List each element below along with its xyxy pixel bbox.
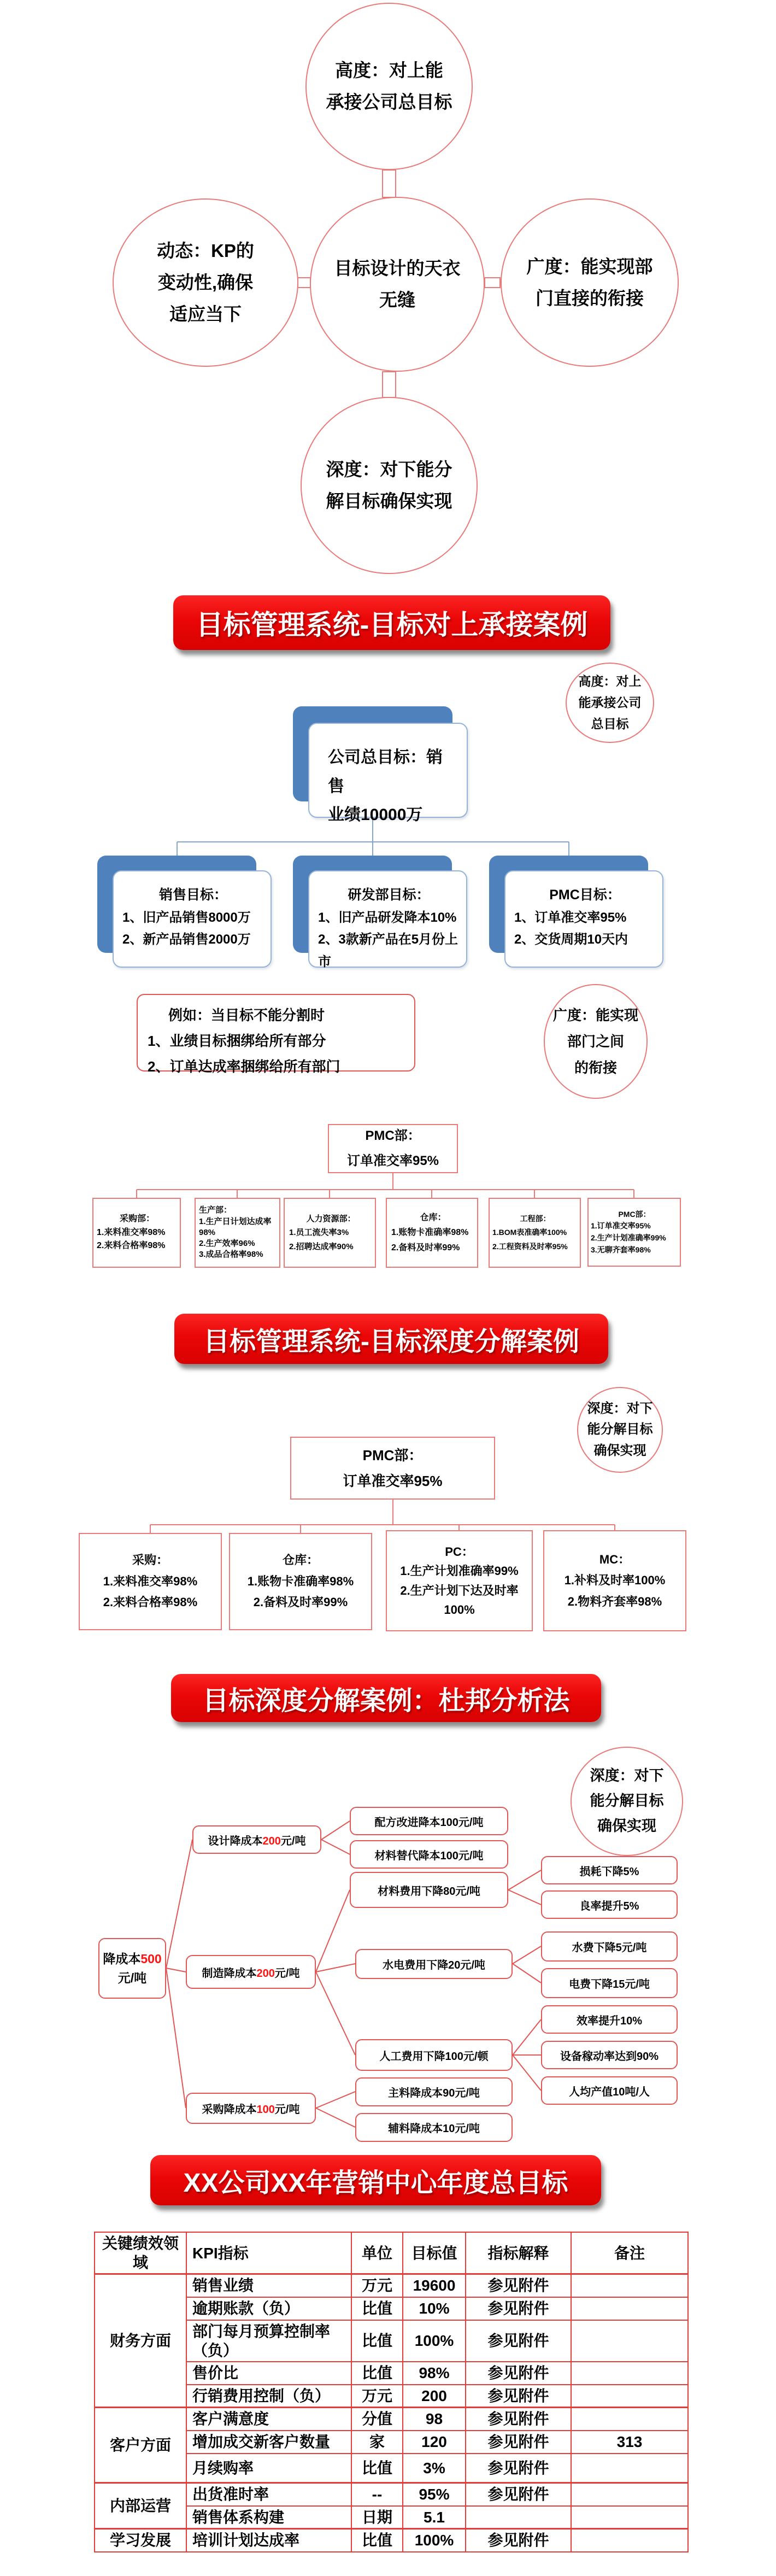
table-cell: 100%	[403, 2320, 466, 2362]
table-cell: --	[351, 2483, 403, 2506]
table-cell: 参见附件	[466, 2274, 571, 2297]
note-text: 能承接公司	[578, 695, 642, 710]
table-cell: 比值	[351, 2454, 403, 2483]
circle-text: 门直接的衔接	[536, 288, 644, 308]
pmc2-box-purchasing	[79, 1533, 222, 1630]
dupont-text: 电费下降15元/吨	[569, 1978, 650, 1990]
note-text: 高度：对上	[578, 674, 642, 688]
dupont-text: 制造降成本200元/吨	[202, 1967, 300, 1980]
note-text: 深度：对下	[590, 1767, 664, 1784]
table-cell	[466, 2506, 571, 2529]
table-cell: 5.1	[403, 2506, 466, 2529]
table-cell: 10%	[403, 2297, 466, 2320]
table-cell: 分值	[351, 2408, 403, 2431]
table-cell	[571, 2362, 688, 2385]
pmc-subtitle: 订单准交率95%	[346, 1154, 439, 1168]
header-cell: 目标值	[403, 2232, 466, 2274]
goal-item: 1、订单准交率95%	[514, 910, 627, 925]
pmc-item: 2.备料及时率99%	[391, 1243, 460, 1252]
pmc-title: 采购部：	[119, 1214, 155, 1223]
table-cell: 万元	[351, 2385, 403, 2408]
dupont-leaf-box	[541, 2041, 678, 2069]
table-cell: 部门每月预算控制率（负）	[186, 2320, 351, 2362]
dupont-text: 水电费用下降20元/吨	[383, 1959, 485, 1971]
dupont-text: 辅料降成本10元/吨	[388, 2123, 480, 2135]
dupont-text: 元/吨	[117, 1970, 147, 1985]
table-cell: 逾期账款（负）	[186, 2297, 351, 2320]
area-cell: 财务方面	[95, 2274, 186, 2408]
table-cell: 比值	[351, 2297, 403, 2320]
goal-text: 业绩10000万	[328, 806, 423, 824]
dupont-text: 良率提升5%	[579, 1900, 639, 1912]
dupont-leaf-box	[541, 2005, 678, 2034]
dupont-mid-box	[350, 1872, 508, 1908]
table-cell	[571, 2483, 688, 2506]
table-cell: 参见附件	[466, 2385, 571, 2408]
pmc1-box-warehouse	[386, 1198, 478, 1268]
goal-item: 1、旧产品销售8000万	[122, 910, 251, 925]
table-cell: 95%	[403, 2483, 466, 2506]
table-cell: 98	[403, 2408, 466, 2431]
pmc-item: 1.员工流失率3%	[289, 1228, 349, 1238]
table-cell: 参见附件	[466, 2362, 571, 2385]
note-text: 确保实现	[593, 1443, 646, 1458]
goal-item: 1、旧产品研发降本10%	[318, 910, 457, 925]
circle-dynamic	[113, 198, 298, 367]
dupont-text: 水费下降5元/吨	[572, 1942, 647, 1954]
note-text: 2、订单达成率捆绑给所有部门	[148, 1058, 340, 1075]
dupont-text: 材料替代降本100元/吨	[374, 1849, 484, 1862]
pmc-item: 3.无聊齐套率98%	[591, 1245, 651, 1254]
pmc-subtitle: 订单准交率95%	[343, 1472, 443, 1489]
circle-text: 承接公司总目标	[326, 92, 452, 112]
note-text: 能分解目标	[590, 1793, 664, 1810]
goal-item: 2、新产品销售2000万	[122, 932, 251, 947]
table-cell: 313	[571, 2431, 688, 2454]
banner-title: XX公司XX年营销中心年度总目标	[183, 2168, 568, 2198]
pmc1-box-purchasing	[92, 1198, 181, 1268]
table-cell: 培训计划达成率	[186, 2529, 351, 2552]
dupont-text: 设计降成本200元/吨	[208, 1835, 306, 1847]
pmc-item: 2.来料合格率98%	[103, 1595, 198, 1609]
table-cell: 参见附件	[466, 2320, 571, 2362]
dupont-mid-box	[350, 1807, 508, 1835]
circle-text: 深度：对下能分	[326, 459, 452, 480]
note-ellipse-depth-2	[571, 1747, 683, 1856]
dupont-text: 降成本500	[103, 1952, 162, 1966]
dupont-text: 材料费用下降80元/吨	[378, 1885, 480, 1898]
circle-text: 解目标确保实现	[326, 491, 452, 511]
pmc2-box-pc	[386, 1530, 533, 1631]
note-ellipse-height	[566, 663, 654, 743]
pmc2-root-box	[290, 1437, 495, 1500]
dupont-text: 人均产值10吨/人	[569, 2086, 650, 2098]
table-cell	[571, 2506, 688, 2529]
dupont-text: 设备稼动率达到90%	[560, 2050, 659, 2063]
note-text: 的衔接	[574, 1059, 617, 1076]
table-cell	[571, 2529, 688, 2552]
table-cell: 参见附件	[466, 2483, 571, 2506]
pmc-title: PMC部：	[618, 1209, 651, 1219]
table-cell: 120	[403, 2431, 466, 2454]
table-cell: 万元	[351, 2274, 403, 2297]
dupont-leaf-box	[541, 2076, 678, 2105]
circle-breadth	[501, 198, 679, 367]
note-text: 1、业绩目标捆绑给所有部分	[148, 1032, 326, 1049]
circle-text: 无缝	[379, 290, 415, 310]
dupont-design-box	[192, 1825, 321, 1854]
header-cell: 关键绩效领域	[95, 2232, 186, 2274]
circle-height	[305, 3, 473, 170]
table-cell: 出货准时率	[186, 2483, 351, 2506]
table-cell	[571, 2274, 688, 2297]
banner-dupont-case	[171, 1674, 601, 1722]
dupont-leaf-box	[541, 1890, 678, 1919]
pmc-title: 仓库：	[420, 1213, 446, 1223]
note-text: 确保实现	[597, 1817, 656, 1834]
dupont-text: 损耗下降5%	[579, 1865, 639, 1878]
pmc-title: PMC部：	[365, 1128, 421, 1144]
goal-title: 研发部目标：	[348, 887, 430, 903]
note-text: 深度：对下	[587, 1401, 653, 1416]
note-text: 总目标	[591, 717, 629, 731]
table-header-row	[95, 2232, 688, 2274]
area-cell: 学习发展	[95, 2529, 186, 2552]
table-row	[95, 2529, 688, 2552]
pmc-title: 生产部：	[199, 1205, 232, 1215]
kpi-table	[94, 2232, 689, 2552]
table-row	[95, 2483, 688, 2506]
table-cell: 参见附件	[466, 2454, 571, 2483]
circle-center	[310, 197, 485, 372]
pmc-item: 2.生产计划下达及时率100%	[400, 1583, 519, 1617]
table-row	[95, 2274, 688, 2297]
table-cell: 100%	[403, 2529, 466, 2552]
pmc-item: 1.生产日计划达成率98%	[199, 1216, 272, 1237]
pmc-item: 2.来料合格率98%	[97, 1241, 166, 1251]
pmc-item: 2.工程资料及时率95%	[492, 1242, 568, 1251]
pmc-item: 1.来料准交率98%	[103, 1574, 198, 1588]
table-cell: 参见附件	[466, 2431, 571, 2454]
pmc-item: 1.补料及时率100%	[564, 1573, 666, 1588]
pmc-item: 2.招聘达成率90%	[289, 1242, 354, 1251]
dupont-leaf-box	[541, 1931, 678, 1962]
table-cell: 客户满意度	[186, 2408, 351, 2431]
banner-annual-goal	[150, 2155, 601, 2205]
pmc-title: 工程部：	[520, 1214, 551, 1223]
example-note-box	[137, 994, 415, 1075]
pmc-title: PC：	[445, 1545, 474, 1559]
banner-inherit-case	[173, 595, 610, 650]
pmc1-box-engineering	[489, 1198, 581, 1268]
circle-text: 目标设计的天衣	[334, 258, 461, 279]
pmc1-box-hr	[284, 1198, 376, 1268]
table-cell: 参见附件	[466, 2297, 571, 2320]
table-cell: 比值	[351, 2529, 403, 2552]
table-cell	[571, 2320, 688, 2362]
dupont-mid-box	[355, 2039, 513, 2071]
table-cell: 比值	[351, 2362, 403, 2385]
pmc-title: 仓库：	[282, 1553, 319, 1567]
table-cell: 日期	[351, 2506, 403, 2529]
circle-text: 适应当下	[169, 303, 242, 324]
dupont-manufacturing-box	[186, 1955, 316, 1989]
note-text: 例如：当目标不能分割时	[168, 1007, 325, 1023]
header-cell: KPI指标	[186, 2232, 351, 2274]
circle-text: 变动性,确保	[157, 272, 254, 293]
dept-goal-card-sales	[113, 870, 272, 968]
table-cell	[571, 2408, 688, 2431]
pmc1-box-pmc	[587, 1198, 681, 1267]
table-cell: 家	[351, 2431, 403, 2454]
circle-text: 高度：对上能	[335, 60, 443, 81]
table-cell	[571, 2385, 688, 2408]
pmc-item: 3.成品合格率98%	[199, 1250, 263, 1260]
pmc-item: 1.来料准交率98%	[97, 1227, 166, 1237]
banner-title: 目标深度分解案例：杜邦分析法	[202, 1686, 570, 1716]
pmc2-box-mc	[543, 1530, 686, 1631]
table-cell: 销售业绩	[186, 2274, 351, 2297]
pmc-item: 2.物料齐套率98%	[567, 1594, 662, 1608]
dupont-mid-box	[355, 1949, 513, 1979]
circle-depth	[301, 397, 478, 574]
dupont-mid-box	[355, 2077, 513, 2106]
goal-title: PMC目标：	[549, 887, 621, 903]
pmc2-box-warehouse	[229, 1533, 372, 1630]
table-cell: 200	[403, 2385, 466, 2408]
table-cell: 3%	[403, 2454, 466, 2483]
goal-text: 公司总目标：销售	[328, 748, 443, 795]
pmc-title: 采购：	[132, 1553, 168, 1567]
dept-goal-card-pmc	[504, 870, 663, 968]
goal-item: 2、3款新产品在5月份上市	[318, 932, 458, 970]
dupont-procurement-box	[186, 2093, 316, 2124]
dupont-mid-box	[350, 1840, 508, 1869]
pmc-item: 2.生产效率96%	[199, 1239, 255, 1249]
pmc1-root-box	[328, 1124, 458, 1173]
company-goal-card	[308, 723, 468, 824]
table-cell	[571, 2297, 688, 2320]
dupont-root-box	[98, 1938, 166, 1999]
goal-item: 2、交货周期10天内	[514, 932, 628, 947]
table-cell: 增加成交新客户数量	[186, 2431, 351, 2454]
banner-depth-case	[174, 1314, 608, 1364]
dupont-text: 主料降成本90元/吨	[388, 2087, 480, 2099]
pmc-title: PMC部：	[362, 1447, 423, 1463]
note-text: 能分解目标	[587, 1422, 653, 1437]
dupont-leaf-box	[541, 1856, 678, 1884]
goal-title: 销售目标：	[158, 887, 227, 903]
pmc-item: 1.账物卡准确率98%	[247, 1574, 354, 1588]
table-cell: 参见附件	[466, 2408, 571, 2431]
pmc-item: 2.生产计划准确率99%	[591, 1233, 666, 1242]
table-cell: 售价比	[186, 2362, 351, 2385]
circle-text: 广度：能实现部	[526, 256, 653, 277]
pmc-item: 1.BOM表准确率100%	[492, 1228, 567, 1237]
dupont-leaf-box	[541, 1968, 678, 1998]
dupont-text: 效率提升10%	[576, 2015, 643, 2027]
pmc-title: 人力资源部：	[306, 1214, 356, 1223]
table-cell: 行销费用控制（负）	[186, 2385, 351, 2408]
note-text: 广度：能实现	[552, 1006, 638, 1023]
dupont-text: 配方改进降本100元/吨	[374, 1816, 484, 1829]
pmc1-box-production	[195, 1198, 280, 1268]
pmc-item: 1.生产计划准确率99%	[400, 1564, 519, 1578]
pmc-item: 1.账物卡准确率98%	[391, 1228, 469, 1238]
pmc-title: MC：	[599, 1552, 631, 1566]
area-cell: 内部运营	[95, 2483, 186, 2529]
table-cell: 19600	[403, 2274, 466, 2297]
pmc-item: 1.订单准交率95%	[591, 1221, 651, 1231]
circle-text: 动态：KP的	[157, 241, 254, 261]
note-ellipse-breadth	[544, 984, 648, 1099]
table-cell: 月续购率	[186, 2454, 351, 2483]
dupont-text: 采购降成本100元/吨	[202, 2104, 300, 2116]
banner-title: 目标管理系统-目标对上承接案例	[196, 610, 588, 640]
dupont-mid-box	[355, 2113, 513, 2142]
dupont-text: 人工费用下降100元/顿	[379, 2050, 489, 2063]
header-cell: 指标解释	[466, 2232, 571, 2274]
header-cell: 备注	[571, 2232, 688, 2274]
table-cell: 98%	[403, 2362, 466, 2385]
dept-goal-card-rd	[308, 870, 467, 968]
table-cell: 比值	[351, 2320, 403, 2362]
note-ellipse-depth-1	[577, 1387, 663, 1473]
note-text: 部门之间	[567, 1033, 624, 1050]
table-row	[95, 2408, 688, 2431]
table-cell	[571, 2454, 688, 2483]
area-cell: 客户方面	[95, 2408, 186, 2483]
pmc-item: 2.备料及时率99%	[253, 1595, 348, 1609]
header-cell: 单位	[351, 2232, 403, 2274]
table-cell: 参见附件	[466, 2529, 571, 2552]
table-cell: 销售体系构建	[186, 2506, 351, 2529]
banner-title: 目标管理系统-目标深度分解案例	[203, 1327, 579, 1356]
